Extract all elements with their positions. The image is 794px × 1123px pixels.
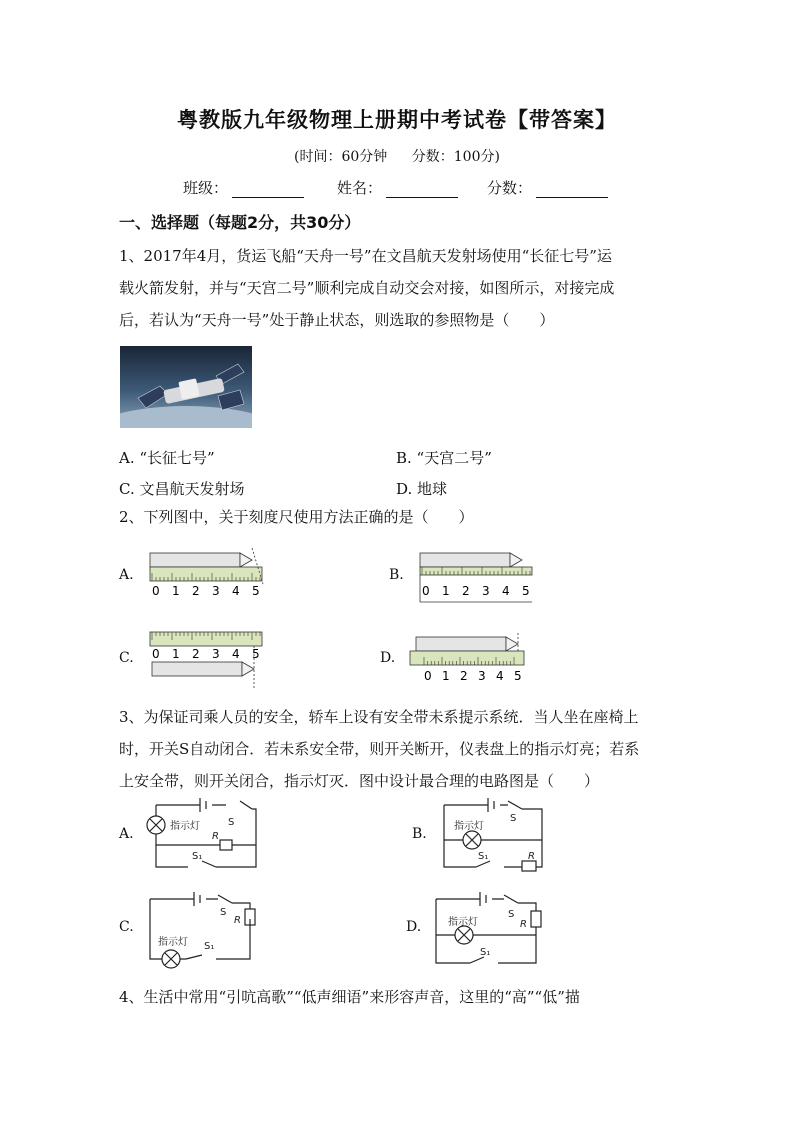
switch-s1-label: S₁ <box>192 851 203 862</box>
name-field[interactable] <box>337 177 458 198</box>
score-info: 分数：100分) <box>411 149 500 165</box>
q2-option-a-label[interactable]: A. <box>119 567 134 583</box>
time-info: (时间：60分钟 <box>294 149 388 165</box>
ruler-tick-label: 0 <box>422 584 430 598</box>
ruler-figure-a <box>140 548 270 606</box>
ruler-tick-label: 4 <box>232 647 240 661</box>
switch-s1-label: S₁ <box>204 941 215 952</box>
ruler-tick-label: 2 <box>192 584 200 598</box>
class-field[interactable] <box>183 177 304 198</box>
ruler-tick-label: 2 <box>460 669 468 683</box>
lamp-label: 指示灯 <box>448 917 478 928</box>
ruler-tick-label: 5 <box>514 669 522 683</box>
q2-option-d-label[interactable]: D. <box>380 650 396 666</box>
q1-line: 载火箭发射，并与“天宫二号”顺利完成自动交会对接，如图所示，对接完成 <box>119 279 615 297</box>
page-title: 粤教版九年级物理上册期中考试卷【带答案】 <box>177 108 617 132</box>
lamp-label: 指示灯 <box>454 821 484 832</box>
q3-option-b-label[interactable]: B. <box>412 826 427 842</box>
q1-line: 后，若认为“天舟一号”处于静止状态，则选取的参照物是（ ） <box>119 311 555 329</box>
spacecraft-photo <box>120 346 252 428</box>
section-heading: 一、选择题（每题2分，共30分） <box>119 213 361 232</box>
question-4-text <box>119 981 689 1013</box>
ruler-figure-c <box>140 628 270 690</box>
ruler-tick-label: 4 <box>502 584 510 598</box>
q3-line: 3、为保证司乘人员的安全，轿车上设有安全带未系提示系统．当人坐在座椅上 <box>119 708 639 726</box>
ruler-tick-labels <box>152 647 260 661</box>
lamp-label: 指示灯 <box>158 937 188 948</box>
resistor-label: R <box>212 831 219 842</box>
ruler-tick-labels <box>424 669 522 683</box>
ruler-tick-label: 4 <box>496 669 504 683</box>
switch-s-label: S <box>228 817 235 828</box>
circuit-d <box>430 885 548 970</box>
ruler-tick-labels <box>152 584 260 598</box>
question-1-text <box>119 240 679 336</box>
q2-option-c-label[interactable]: C. <box>119 650 134 666</box>
ruler-figure-b <box>410 548 540 606</box>
ruler-tick-label: 4 <box>232 584 240 598</box>
circuit-a <box>140 795 265 870</box>
ruler-tick-label: 2 <box>462 584 470 598</box>
ruler-tick-label: 0 <box>152 647 160 661</box>
ruler-tick-label: 0 <box>152 584 160 598</box>
q3-option-d-label[interactable]: D. <box>406 919 422 935</box>
q1-option-a[interactable]: A. “长征七号” <box>119 449 215 467</box>
ruler-tick-label: 3 <box>482 584 490 598</box>
lamp-label: 指示灯 <box>170 821 200 832</box>
q3-line: 上安全带，则开关闭合，指示灯灭．图中设计最合理的电路图是（ ） <box>119 772 600 790</box>
score-label: 分数： <box>487 179 533 197</box>
q1-option-b[interactable]: B. “天宫二号” <box>396 449 492 467</box>
ruler-tick-label: 1 <box>442 584 450 598</box>
circuit-b <box>436 795 551 877</box>
ruler-tick-label: 1 <box>172 647 180 661</box>
ruler-figure-d <box>400 633 534 687</box>
circuit-c <box>146 885 261 970</box>
ruler-tick-label: 3 <box>212 584 220 598</box>
switch-s1-label: S₁ <box>478 851 489 862</box>
ruler-tick-label: 5 <box>252 584 260 598</box>
ruler-tick-labels <box>422 584 530 598</box>
class-label: 班级： <box>183 179 229 197</box>
q1-option-d[interactable]: D. 地球 <box>396 480 448 498</box>
ruler-tick-label: 1 <box>442 669 450 683</box>
ruler-tick-label: 0 <box>424 669 432 683</box>
question-2-text <box>119 501 679 533</box>
switch-s1-label: S₁ <box>480 947 491 958</box>
ruler-tick-label: 3 <box>212 647 220 661</box>
q4-line: 4、生活中常用“引吭高歌”“低声细语”来形容声音，这里的“高”“低”描 <box>119 988 580 1006</box>
resistor-label: R <box>520 919 527 930</box>
ruler-tick-label: 5 <box>522 584 530 598</box>
switch-s-label: S <box>220 907 227 918</box>
switch-s-label: S <box>510 813 517 824</box>
q1-line: 1、2017年4月，货运飞船“天舟一号”在文昌航天发射场使用“长征七号”运 <box>119 247 612 265</box>
exam-meta <box>0 146 794 166</box>
ruler-tick-label: 5 <box>252 647 260 661</box>
ruler-tick-label: 1 <box>172 584 180 598</box>
q2-line: 2、下列图中，关于刻度尺使用方法正确的是（ ） <box>119 508 474 526</box>
ruler-tick-label: 2 <box>192 647 200 661</box>
q3-option-c-label[interactable]: C. <box>119 919 134 935</box>
score-field[interactable] <box>487 177 608 198</box>
ruler-tick-label: 3 <box>478 669 486 683</box>
q2-option-b-label[interactable]: B. <box>389 567 404 583</box>
resistor-label: R <box>528 851 535 862</box>
q3-line: 时，开关S自动闭合．若未系安全带，则开关断开，仪表盘上的指示灯亮；若系 <box>119 740 640 758</box>
question-3-text <box>119 701 689 797</box>
q3-option-a-label[interactable]: A. <box>119 826 134 842</box>
q1-option-c[interactable]: C. 文昌航天发射场 <box>119 480 245 498</box>
name-label: 姓名： <box>337 179 383 197</box>
switch-s-label: S <box>508 909 515 920</box>
resistor-label: R <box>234 915 241 926</box>
